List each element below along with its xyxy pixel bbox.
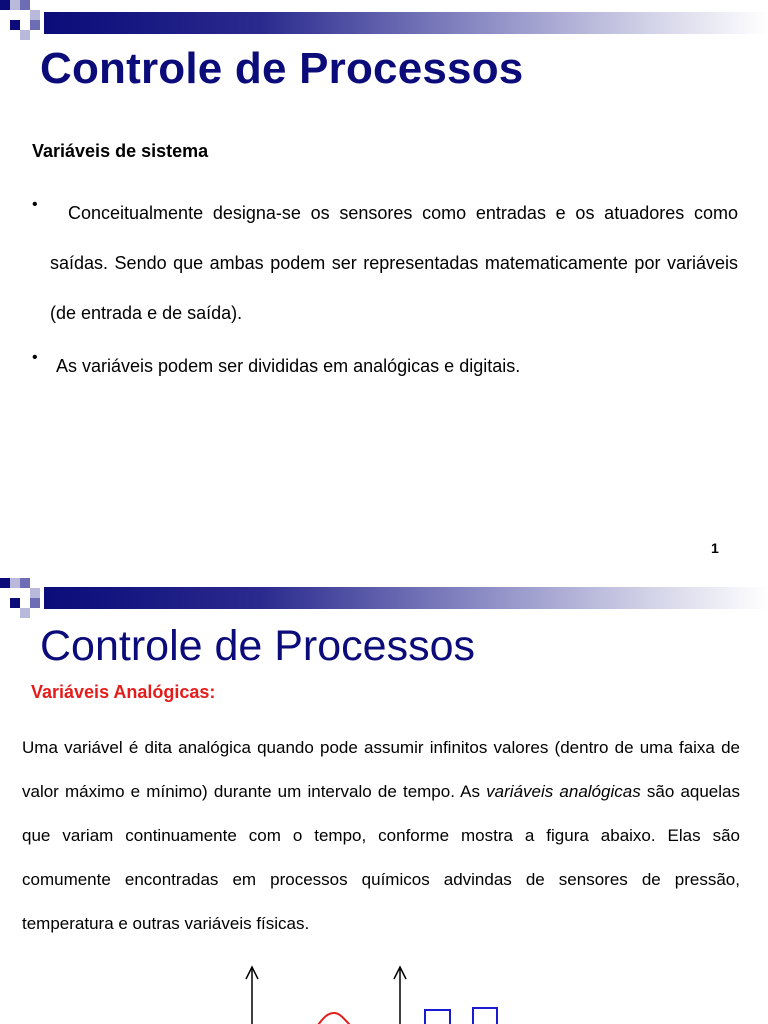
signal-figure <box>200 955 520 1024</box>
decor-square <box>0 578 10 588</box>
paragraph-text: são aquelas que variam continuamente com o tempo, conforme mostra a figura abaixo. Elas são comumente encontradas em processos químicos advindas de sensores de pressão, temperatura e outras variáveis físicas. <box>22 782 740 933</box>
decor-square <box>10 20 20 30</box>
decor-square <box>20 30 30 40</box>
decor-square <box>20 608 30 618</box>
bullet-text: As variáveis podem ser divididas em analógicas e digitais. <box>56 356 521 376</box>
bullet-text: Conceitualmente designa-se os sensores como entradas e os atuadores como saídas. Sendo que ambas podem ser representadas matematicamente por variáveis (de entrada e de saída). <box>50 203 738 323</box>
slide-title: Controle de Processos <box>40 44 524 93</box>
decor-square <box>30 20 40 30</box>
section-subtitle: Variáveis de sistema <box>32 141 209 161</box>
paragraph-text: Uma variável é dita analógica quando pode assumir infinitos valores (dentro de uma faixa de valor máximo e mínimo) durante um intervalo de tempo. As <box>22 738 740 801</box>
header-gradient-bar <box>44 587 768 609</box>
list-item <box>32 341 738 391</box>
header-decoration <box>0 570 768 630</box>
analog-curve <box>318 1013 350 1024</box>
list-item <box>32 188 738 338</box>
decor-square <box>10 578 20 588</box>
bullet-icon: • <box>32 349 38 366</box>
slide-2 <box>0 570 768 1024</box>
decor-square <box>0 0 10 10</box>
decor-square <box>30 588 40 598</box>
decor-square <box>20 0 30 10</box>
slide-title: Controle de Processos <box>40 622 475 670</box>
header-gradient-bar <box>44 12 768 34</box>
bullet-icon: • <box>32 196 38 213</box>
decor-square <box>30 10 40 20</box>
section-subtitle: Variáveis Analógicas: <box>31 682 216 702</box>
body-paragraph <box>22 726 740 946</box>
paragraph-emphasis: variáveis analógicas <box>486 782 641 801</box>
digital-pulse <box>425 1010 450 1024</box>
digital-pulse <box>473 1008 497 1024</box>
page-number: 1 <box>711 540 719 556</box>
decor-square <box>20 578 30 588</box>
decor-square <box>10 0 20 10</box>
bullet-list <box>32 188 738 391</box>
decor-square <box>30 598 40 608</box>
decor-square <box>10 598 20 608</box>
